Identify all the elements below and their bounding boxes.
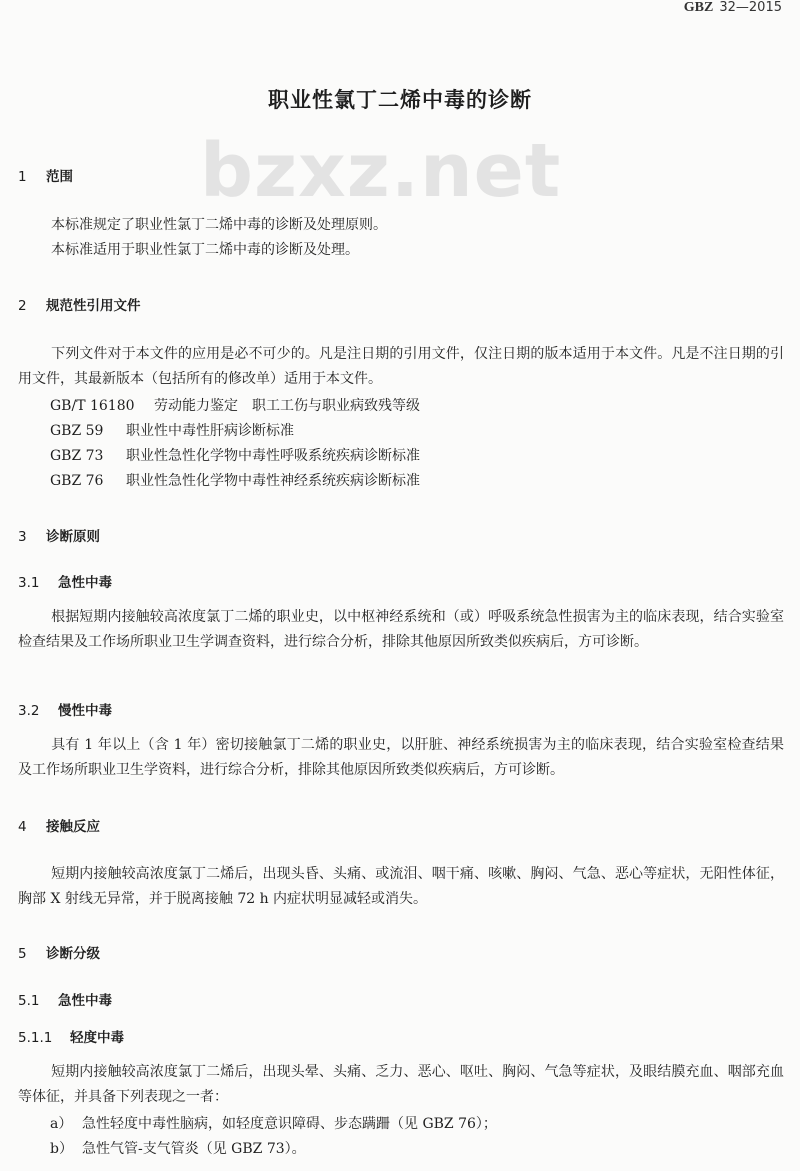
section-heading-3-1: 3.1 急性中毒 [18, 575, 112, 591]
page-header [684, 0, 782, 16]
paragraph: 下列文件对于本文件的应用是必不可少的。凡是注日期的引用文件，仅注日期的版本适用于本文件。凡是不注日期的引用文件，其最新版本（包括所有的修改单）适用于本文件。 [18, 346, 784, 387]
reference-item: GBZ 73 职业性急性化学物中毒性呼吸系统疾病诊断标准 [50, 448, 420, 464]
section-heading-2: 2 规范性引用文件 [18, 298, 141, 314]
list-item: a） 急性轻度中毒性脑病，如轻度意识障碍、步态蹒跚（见 GBZ 76）； [50, 1116, 497, 1132]
section-heading-3: 3 诊断原则 [18, 529, 100, 545]
paragraph: 短期内接触较高浓度氯丁二烯后，出现头晕、头痛、乏力、恶心、呕吐、胸闷、气急等症状，及眼结膜充血、咽部充血等体征，并具备下列表现之一者： [18, 1064, 784, 1105]
watermark: bzxz.net [200, 128, 562, 214]
reference-item: GB/T 16180 劳动能力鉴定 职工工伤与职业病致残等级 [50, 398, 420, 414]
reference-item: GBZ 59 职业性中毒性肝病诊断标准 [50, 423, 294, 439]
paragraph: 短期内接触较高浓度氯丁二烯后，出现头昏、头痛、或流泪、咽干痛、咳嗽、胸闷、气急、恶心等症状，无阳性体征，胸部 X 射线无异常，并于脱离接触 72 h 内症状明显减轻或消失。 [18, 866, 784, 907]
section-heading-5: 5 诊断分级 [18, 946, 100, 962]
paragraph: 具有 1 年以上（含 1 年）密切接触氯丁二烯的职业史，以肝脏、神经系统损害为主的临床表现，结合实验室检查结果及工作场所职业卫生学资料，进行综合分析，排除其他原因所致类似疾病后，方可诊断。 [18, 737, 784, 778]
section-heading-3-2: 3.2 慢性中毒 [18, 703, 112, 719]
section-heading-1: 1 范围 [18, 169, 73, 185]
document-title: 职业性氯丁二烯中毒的诊断 [268, 88, 532, 112]
paragraph: 本标准规定了职业性氯丁二烯中毒的诊断及处理原则。 [51, 217, 387, 233]
section-heading-5-1: 5.1 急性中毒 [18, 993, 112, 1009]
list-item: b） 急性气管-支气管炎（见 GBZ 73）。 [50, 1141, 306, 1157]
reference-item: GBZ 76 职业性急性化学物中毒性神经系统疾病诊断标准 [50, 473, 420, 489]
standard-number: 32—2015 [719, 0, 782, 15]
section-heading-5-1-1: 5.1.1 轻度中毒 [18, 1030, 124, 1046]
paragraph: 本标准适用于职业性氯丁二烯中毒的诊断及处理。 [51, 242, 359, 258]
paragraph: 根据短期内接触较高浓度氯丁二烯的职业史，以中枢神经系统和（或）呼吸系统急性损害为主的临床表现，结合实验室检查结果及工作场所职业卫生学调查资料，进行综合分析，排除其他原因所致类似疾病后，方可诊断。 [18, 609, 784, 650]
standard-code: GBZ [683, 0, 714, 15]
section-heading-4: 4 接触反应 [18, 819, 100, 835]
